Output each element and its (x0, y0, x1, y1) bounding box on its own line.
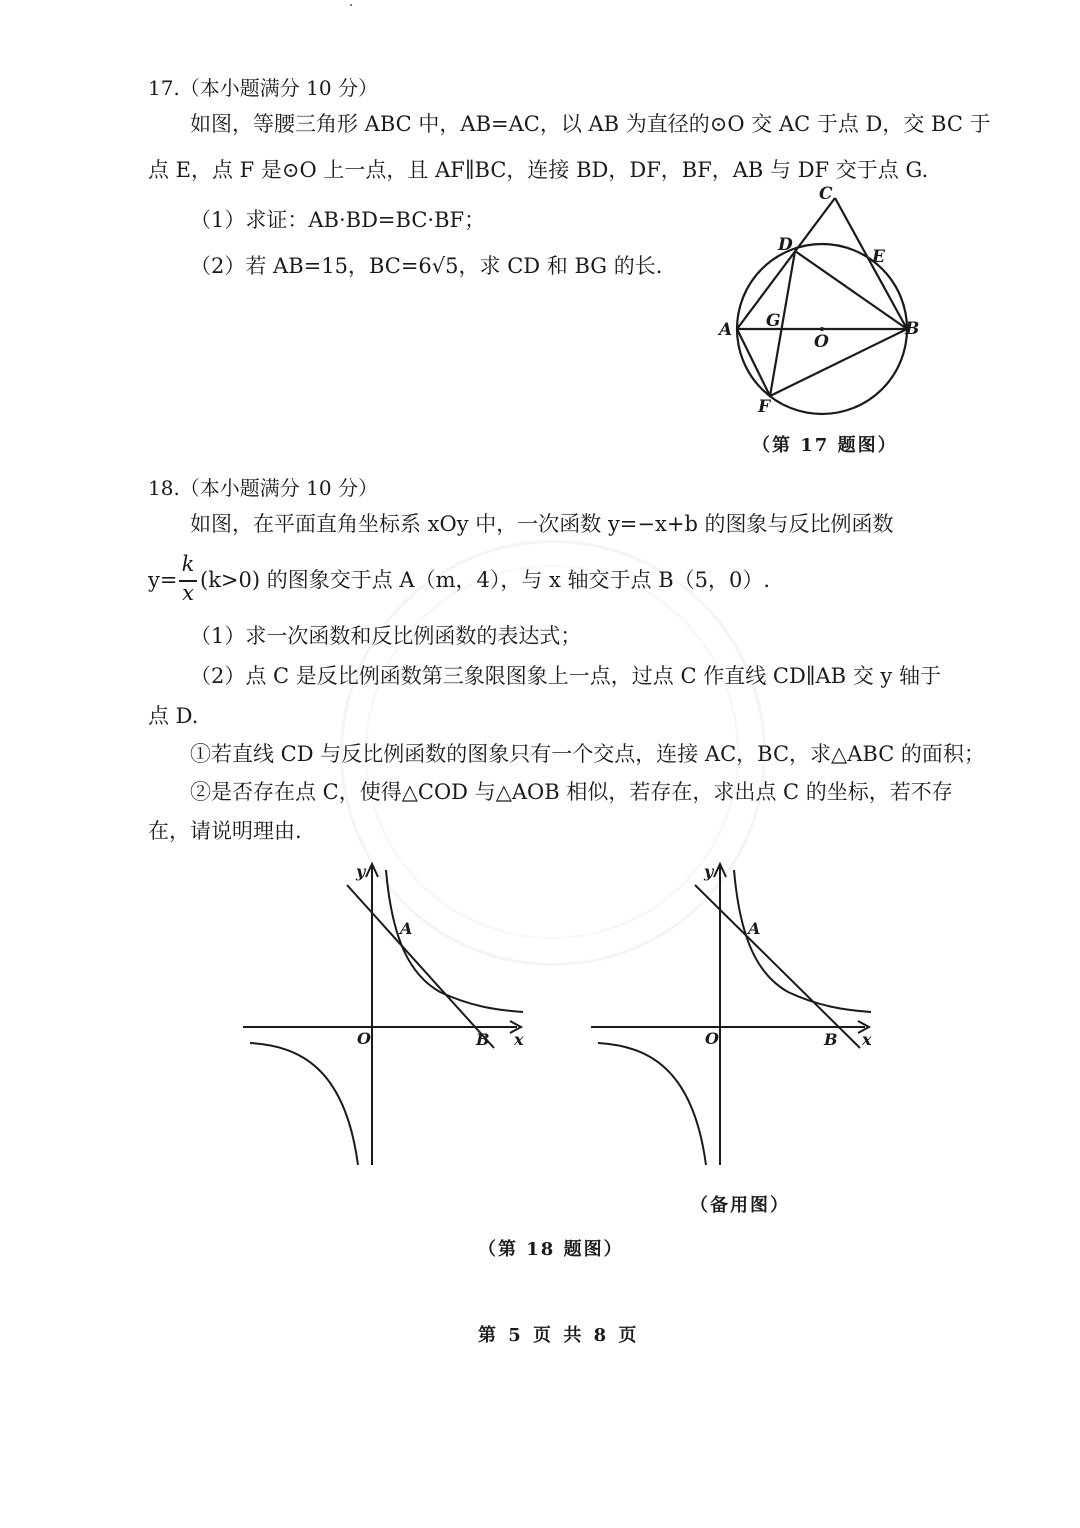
graph-main (243, 862, 524, 1165)
origin-label: O (357, 1029, 371, 1048)
point-label-b: B (476, 1030, 490, 1049)
point-label-b: B (824, 1030, 838, 1049)
q18-frac-denominator: x (182, 581, 194, 605)
axis-label-y: y (704, 862, 714, 881)
q18-figure-caption: （第 18 题图） (478, 1239, 624, 1260)
point-label-a: A (748, 919, 761, 938)
label-a: A (719, 320, 733, 340)
axis-label-x: x (862, 1030, 872, 1049)
q17-text-line1: 如图，等腰三角形 ABC 中，AB=AC，以 AB 为直径的⊙O 交 AC 于点 D，交 BC 于 (190, 112, 991, 136)
q18-spare-caption: （备用图） (690, 1195, 790, 1216)
q18-part2-line2: 点 D. (148, 704, 199, 728)
axis-label-y: y (356, 862, 366, 881)
label-d: D (778, 235, 793, 255)
q18-sub2-line2: 在，请说明理由. (148, 819, 302, 843)
hyperbola-branch-q3 (250, 1043, 358, 1165)
linear-function-line (347, 885, 494, 1048)
q18-frac-numerator: k (181, 552, 195, 576)
label-e: E (872, 247, 885, 267)
hyperbola-branch-q3 (598, 1043, 706, 1165)
q17-figure-caption: （第 17 题图） (752, 435, 898, 456)
label-b: B (905, 319, 920, 339)
q18-text-line2: (k>0) 的图象交于点 A（m，4），与 x 轴交于点 B（5，0）. (200, 568, 771, 592)
label-c: C (819, 184, 833, 204)
q18-part1: （1）求一次函数和反比例函数的表达式； (190, 624, 582, 648)
label-f: F (758, 397, 771, 417)
q18-frac-prefix: y= (148, 568, 178, 592)
q17-part2: （2）若 AB=15，BC=6√5，求 CD 和 BG 的长. (190, 254, 663, 278)
q18-sub1: ①若直线 CD 与反比例函数的图象只有一个交点，连接 AC，BC，求△ABC 的面积； (190, 742, 985, 766)
hyperbola-branch-q1 (386, 870, 523, 1012)
point-label-a: A (400, 919, 413, 938)
q17-part1: （1）求证：AB·BD=BC·BF； (190, 208, 486, 232)
label-o: O (814, 332, 829, 352)
q17-text-line2: 点 E，点 F 是⊙O 上一点，且 AF∥BC，连接 BD，DF，BF，AB 与 DF 交于点 G. (148, 158, 929, 182)
label-g: G (766, 311, 781, 331)
page-number-footer: 第 5 页 共 8 页 (478, 1325, 640, 1346)
q18-heading: 18.（本小题满分 10 分） (148, 476, 378, 500)
q17-heading: 17.（本小题满分 10 分） (148, 76, 378, 100)
q18-sub2-line1: ②是否存在点 C，使得△COD 与△AOB 相似，若存在，求出点 C 的坐标，若不存 (190, 780, 953, 804)
q18-part2-line1: （2）点 C 是反比例函数第三象限图象上一点，过点 C 作直线 CD∥AB 交 y 轴于 (190, 664, 941, 688)
origin-label: O (705, 1029, 719, 1048)
graph-spare (591, 862, 872, 1165)
q18-text-line1: 如图，在平面直角坐标系 xOy 中，一次函数 y=−x+b 的图象与反比例函数 (190, 512, 894, 536)
axis-label-x: x (514, 1030, 524, 1049)
